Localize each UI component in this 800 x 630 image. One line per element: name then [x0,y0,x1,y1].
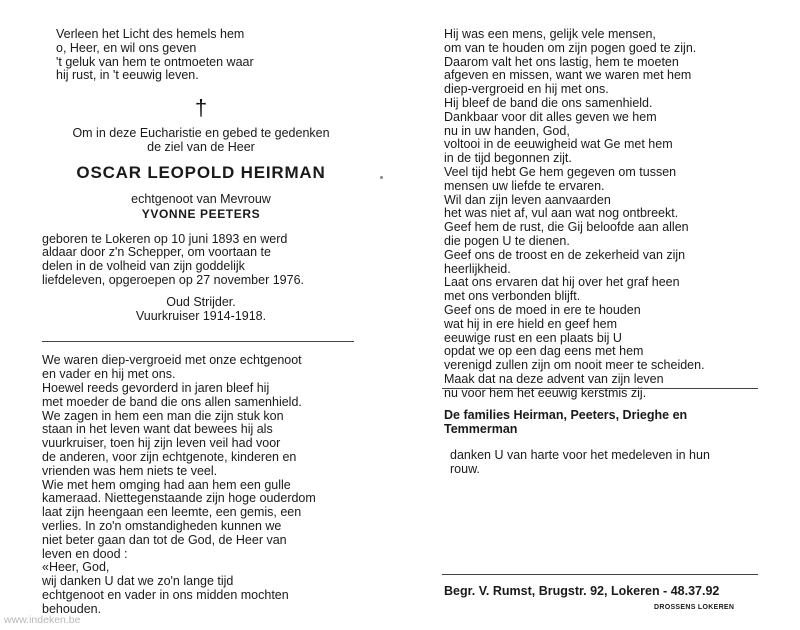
speck [380,176,383,179]
text-line: kameraad. Niettegenstaande zijn hoge ouderdom [42,491,316,506]
text-line: met moeder de band die ons allen samenhield. [42,394,302,409]
thanks-line: danken U van harte voor het medeleven in hun [450,448,710,462]
left-column [42,28,360,617]
poem-line: Veel tijd hebt Ge hem gegeven om tussen [444,164,677,179]
text-line: vrienden was hem niets te veel. [42,463,218,478]
title-line: Oud Strijder. [166,294,236,309]
verse-line: o, Heer, en wil ons geven [56,40,197,55]
spouse-name: YVONNE PEETERS [141,206,261,221]
opening-verse [42,28,360,83]
bio-line: liefdeleven, opgeroepen op 27 november 1976. [42,272,305,287]
poem-line: Geef ons de moed in ere te houden [444,302,641,317]
text-line: verlies. In zo'n omstandigheden kunnen we [42,518,282,533]
cross-icon: † [194,95,208,121]
title-line: Vuurkruiser 1914-1918. [135,308,267,323]
text-line: niet beter gaan dan tot de God, de Heer van [42,532,287,547]
families-line: Temmerman [444,422,518,436]
thanks-line: rouw. [450,462,480,476]
text-line: en vader en hij met ons. [42,367,176,382]
text-line: staan in het leven want dat bewees hij als [42,422,273,437]
divider [42,341,354,342]
text-line: leven en dood : [42,546,128,561]
poem-line: Wil dan zijn leven aanvaarden [444,192,611,207]
poem-line: eeuwige rust en een plaats bij U [444,330,622,345]
poem-line: Maak dat na deze advent van zijn leven [444,371,664,386]
text-line: de anderen, voor zijn echtgenote, kinderen en [42,449,297,464]
watermark: www.indeken.be [4,614,81,626]
deceased-name: OSCAR LEOPOLD HEIRMAN [76,162,326,182]
poem-line: Laat ons ervaren dat hij over het graf heen [444,275,680,290]
poem-line: het was niet af, vul aan wat nog ontbreekt. [444,206,679,221]
families-line: De families Heirman, Peeters, Drieghe en [444,408,688,422]
spouse-label: echtgenoot van Mevrouw [131,191,271,206]
poem-line: in de tijd begonnen zijt. [444,151,572,166]
poem-line: heerlijkheid. [444,261,511,276]
biography [42,233,360,288]
poem-line: om van te houden om zijn pogen goed te zijn. [444,40,697,55]
right-column [444,28,762,401]
divider [442,388,758,389]
poem-line: Daarom valt het ons lastig, hem te moeten [444,54,679,69]
text-line: Wie met hem omging had aan hem een gulle [42,477,291,492]
poem-line: voltooi in de eeuwigheid wat Ge met hem [444,137,673,152]
text-line: wij danken U dat we zo'n lange tijd [42,574,234,589]
text-line: laat zijn heengaan een leemte, een gemis, een [42,505,302,520]
text-line: Hoewel reeds gevorderd in jaren bleef hij [42,380,270,395]
poem-line: Geef hem de rust, die Gij beloofde aan allen [444,220,689,235]
poem-line: nu voor hem het eeuwig kerstmis zij. [444,385,647,400]
poem-line: wat hij in ere hield en geef hem [444,316,618,331]
poem-line: diep-vergroeid en hij met ons. [444,82,609,97]
poem-line: Dankbaar voor dit alles geven we hem [444,109,657,124]
poem-line: verenigd zullen zijn om nooit meer te scheiden. [444,358,705,373]
poem-line: mensen uw liefde te ervaren. [444,178,605,193]
printer-credit: Begr. V. Rumst, Brugstr. 92, Lokeren - 48.37.92 [444,584,720,598]
poem-line: afgeven en missen, want we waren met hem [444,68,692,83]
text-line: behouden. [42,601,102,616]
remembrance-text [42,354,360,616]
bio-line: aldaar door z'n Schepper, om voortaan te [42,245,271,260]
prayer-poem [444,28,762,401]
poem-line: Hij was een mens, gelijk vele mensen, [444,27,656,41]
poem-line: met ons verbonden blijft. [444,289,581,304]
printer-mark: DROSSENS LOKEREN [654,604,735,611]
text-line: We waren diep-vergroeid met onze echtgenoot [42,353,302,368]
poem-line: Geef ons de troost en de zekerheid van zijn [444,247,686,262]
verse-line: hij rust, in 't eeuwig leven. [56,68,199,83]
text-line: vuurkruiser, toen hij zijn leven veil had voor [42,436,281,451]
bio-line: geboren te Lokeren op 10 juni 1893 en werd [42,231,288,246]
divider [442,574,758,575]
poem-line: die pogen U te dienen. [444,233,570,248]
poem-line: nu in uw handen, God, [444,123,570,138]
poem-line: opdat we op een dag eens met hem [444,344,644,359]
text-line: «Heer, God, [42,560,110,575]
intro-line: Om in deze Eucharistie en gebed te gedenken [72,126,330,141]
text-line: We zagen in hem een man die zijn stuk kon [42,408,284,423]
bio-line: delen in de volheid van zijn goddelijk [42,259,245,274]
verse-line: 't geluk van hem te ontmoeten waar [56,54,254,69]
families-heading [444,408,764,436]
thanks-text [450,448,770,476]
text-line: echtgenoot en vader in ons midden mochten [42,587,289,602]
intro-line: de ziel van de Heer [147,139,255,154]
poem-line: Hij bleef de band die ons samenhield. [444,95,653,110]
verse-line: Verleen het Licht des hemels hem [56,27,245,41]
